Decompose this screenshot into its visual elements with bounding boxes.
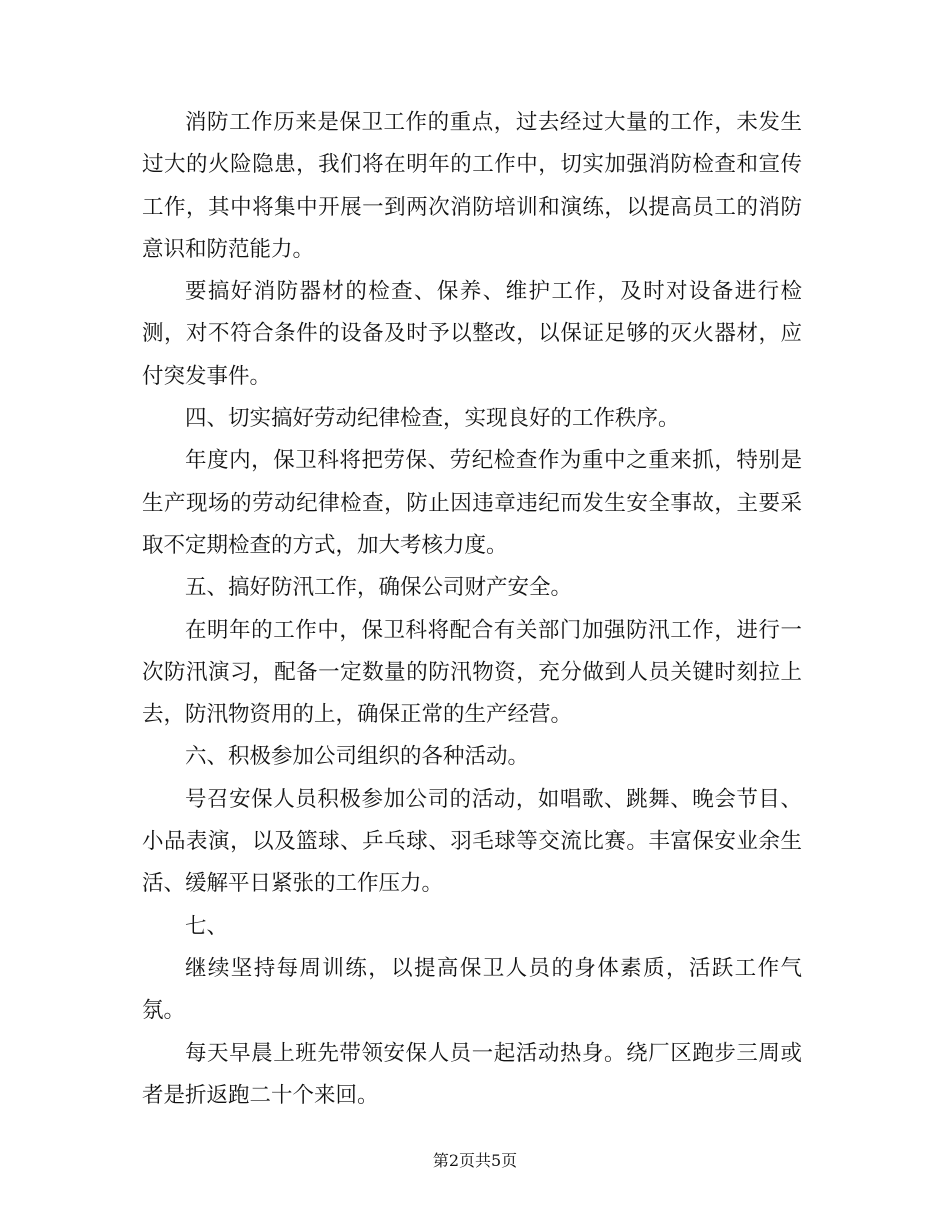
paragraph: 号召安保人员积极参加公司的活动，如唱歌、跳舞、晚会节目、小品表演，以及篮球、乒乓球、羽毛球等交流比赛。丰富保安业余生活、缓解平日紧张的工作压力。 [142,786,802,897]
page-number-footer: 第2页共5页 [432,1151,518,1170]
paragraph: 继续坚持每周训练，以提高保卫人员的身体素质，活跃工作气氛。 [142,955,802,1024]
paragraph: 消防工作历来是保卫工作的重点，过去经过大量的工作，未发生过大的火险隐患，我们将在明年的工作中，切实加强消防检查和宣传工作，其中将集中开展一到两次消防培训和演练，以提高员工的消防意识和防范能力。 [142,110,802,262]
section-heading: 五、搞好防汛工作，确保公司财产安全。 [185,575,573,601]
paragraph: 在明年的工作中，保卫科将配合有关部门加强防汛工作，进行一次防汛演习，配备一定数量的防汛物资，充分做到人员关键时刻拉上去，防汛物资用的上，确保正常的生产经营。 [142,617,802,728]
paragraph: 每天早晨上班先带领安保人员一起活动热身。绕厂区跑步三周或者是折返跑二十个来回。 [142,1040,802,1108]
section-heading: 七、 [185,913,229,939]
document-body [142,102,802,1117]
section-heading: 六、积极参加公司组织的各种活动。 [185,744,530,770]
section-heading: 四、切实搞好劳动纪律检查，实现良好的工作秩序。 [185,406,680,432]
paragraph: 年度内，保卫科将把劳保、劳纪检查作为重中之重来抓，特别是生产现场的劳动纪律检查，防止因违章违纪而发生安全事故，主要采取不定期检查的方式，加大考核力度。 [142,448,802,558]
paragraph: 要搞好消防器材的检查、保养、维护工作，及时对设备进行检测，对不符合条件的设备及时予以整改，以保证足够的灭火器材，应付突发事件。 [142,279,802,389]
